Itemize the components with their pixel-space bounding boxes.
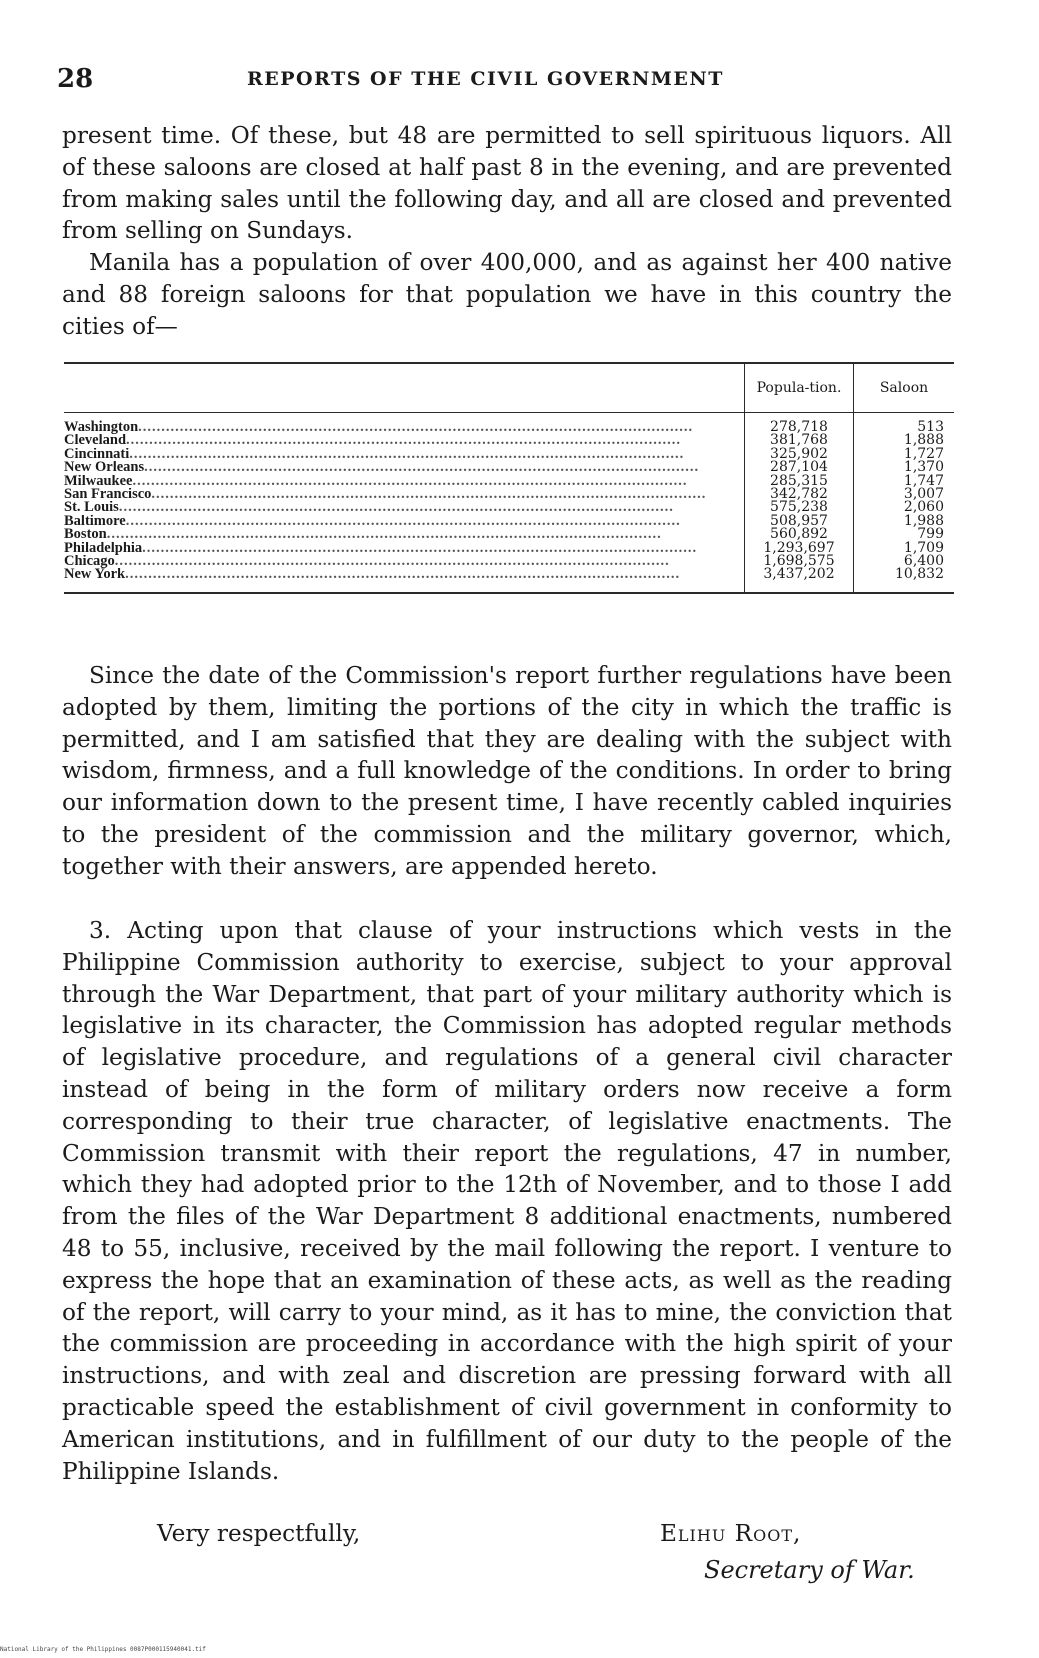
leader-dots: ........................................................................................................................: [106, 528, 662, 542]
city-name: Philadelphia: [64, 541, 143, 556]
cell-population: 1,698,575: [745, 555, 854, 568]
cell-city: [64, 555, 745, 568]
leader-dots: ........................................................................................................................: [114, 555, 670, 569]
table-header-saloon: Saloon: [854, 364, 955, 413]
paragraph-3-text: Since the date of the Commission's report further regulations have been adopted by them, limiting the portions of the city in which the traffic is permitted, and I am satisfied that they are dealing with the subject with wisdom, firmness, and a full knowledge of the conditions. In order to bring our information down to the present time, I have recently cabled inquiries to the president of the commission and the military governor, which, together with their answers, are appended hereto.: [62, 662, 952, 880]
city-name: St. Louis: [64, 501, 119, 515]
leader-dots: ........................................................................................................................: [151, 488, 707, 502]
cell-saloons: 6,400: [854, 555, 955, 568]
leader-dots: ........................................................................................................................: [144, 461, 700, 475]
cell-city: [64, 448, 745, 461]
city-name: Cincinnati: [64, 447, 130, 462]
city-name: Baltimore: [64, 514, 126, 529]
cell-city: [64, 434, 745, 447]
cell-population: 560,892: [745, 528, 854, 541]
cell-saloons: 1,747: [854, 475, 955, 488]
cell-city: [64, 413, 745, 435]
cell-city: [64, 542, 745, 555]
cell-saloons: 3,007: [854, 488, 955, 501]
paragraph-4-text: 3. Acting upon that clause of your instructions which vests in the Philippine Commission authority to exercise, subject to your approval through the War Department, that part of your military authority which is legislative in its character, the Commission has adopted regular methods of legislative procedure, and regulations of a general civil character instead of being in the form of military orders now receive a form corresponding to their true character, of legislative enactments. The Commission transmit with their report the regulations, 47 in number, which they had adopted prior to the 12th of November, and to those I add from the files of the War Department 8 additional enactments, numbered 48 to 55, inclusive, received by the mail following the report. I venture to express the hope that an examination of these acts, as well as the reading of the report, will carry to your mind, as it has to mine, the conviction that the commission are proceeding in accordance with the high spirit of your instructions, and with zeal and discretion are pressing forward with all practicable speed the establishment of civil government in conformity to American institutions, and in fulfillment of our duty to the people of the Philippine Islands.: [62, 917, 952, 1485]
paragraph-1-text: present time. Of these, but 48 are permitted to sell spirituous liquors. All of these saloons are closed at half past 8 in the evening, and are prevented from making sales until the following day, and all are closed and prevented from selling on Sundays.: [62, 122, 952, 245]
cell-city: [64, 568, 745, 591]
paragraph-4: [62, 915, 952, 1487]
leader-dots: ........................................................................................................................: [125, 568, 681, 583]
cell-population: 287,104: [745, 461, 854, 474]
page-header: [57, 64, 979, 94]
cell-population: 278,718: [745, 413, 854, 435]
signatory: Elihu Root,: [660, 1520, 802, 1547]
cell-population: 381,768: [745, 434, 854, 447]
running-title: REPORTS OF THE CIVIL GOVERNMENT: [247, 68, 724, 90]
paragraph-3: [62, 660, 952, 883]
table-header-city: [64, 364, 745, 413]
city-name: San Francisco: [64, 488, 152, 502]
leader-dots: ........................................................................................................................: [118, 501, 674, 515]
leader-dots: ........................................................................................................................: [125, 514, 681, 529]
cell-saloons: 1,709: [854, 542, 955, 555]
paragraph-2-text: Manila has a population of over 400,000, and as against her 400 native and 88 foreign saloons for that population we have in this country the cities of—: [62, 249, 952, 340]
cell-saloons: 1,988: [854, 515, 955, 528]
city-name: Boston: [64, 528, 107, 542]
cell-saloons: 2,060: [854, 501, 955, 514]
cell-city: [64, 461, 745, 474]
city-name: New Orleans: [64, 461, 145, 475]
cell-population: 508,957: [745, 515, 854, 528]
cell-population: 285,315: [745, 475, 854, 488]
cell-city: [64, 501, 745, 514]
table-header-row: [64, 364, 954, 413]
city-name: New York: [64, 568, 126, 583]
cell-city: [64, 475, 745, 488]
paragraph-1: [62, 120, 952, 247]
leader-dots: ........................................................................................................................: [132, 474, 688, 489]
cell-city: [64, 488, 745, 501]
city-name: Milwaukee: [64, 474, 133, 489]
table-row: [64, 413, 954, 435]
page-number: 28: [57, 64, 94, 94]
cell-saloons: 10,832: [854, 568, 955, 591]
city-name: Cleveland: [64, 434, 127, 448]
cell-saloons: 1,370: [854, 461, 955, 474]
cell-population: 3,437,202: [745, 568, 854, 591]
cell-population: 1,293,697: [745, 542, 854, 555]
city-name: Chicago: [64, 555, 115, 569]
signatory-title: Secretary of War.: [704, 1556, 915, 1584]
cell-population: 575,238: [745, 501, 854, 514]
table-row: [64, 568, 954, 591]
cell-city: [64, 515, 745, 528]
cell-saloons: 1,727: [854, 448, 955, 461]
cell-population: 325,902: [745, 448, 854, 461]
leader-dots: ........................................................................................................................: [126, 434, 682, 448]
leader-dots: ........................................................................................................................: [138, 419, 694, 435]
table-header-population: Popula-tion.: [745, 364, 854, 413]
table-body: [64, 413, 954, 592]
leader-dots: ........................................................................................................................: [142, 541, 698, 556]
cell-saloons: 1,888: [854, 434, 955, 447]
paragraph-2: [62, 247, 952, 342]
city-name: Washington: [64, 419, 139, 435]
cell-saloons: 799: [854, 528, 955, 541]
valediction: Very respectfully,: [157, 1520, 361, 1547]
saloon-table: [64, 362, 954, 594]
leader-dots: ........................................................................................................................: [129, 447, 685, 462]
cell-saloons: 513: [854, 413, 955, 435]
cell-city: [64, 528, 745, 541]
scan-footer: National Library of the Philippines 0087P000115940041.tif: [0, 1646, 206, 1653]
cell-population: 342,782: [745, 488, 854, 501]
